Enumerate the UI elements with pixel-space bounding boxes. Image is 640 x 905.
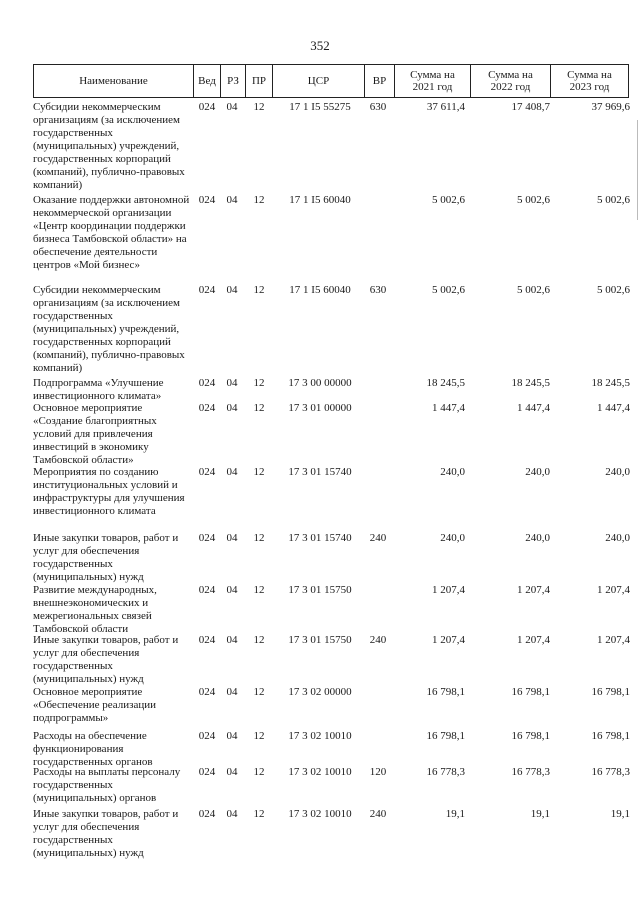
cell-s2022: 5 002,6 <box>517 194 550 206</box>
cell-pr: 12 <box>253 101 265 113</box>
cell-rz: 04 <box>226 730 238 742</box>
cell-pr: 12 <box>253 808 265 820</box>
cell-s2021: 5 002,6 <box>432 284 465 296</box>
cell-s2022: 1 207,4 <box>517 584 550 596</box>
cell-s2021: 18 245,5 <box>426 377 465 389</box>
cell-pr: 12 <box>253 634 265 646</box>
cell-s2022: 18 245,5 <box>511 377 550 389</box>
cell-s2021: 1 207,4 <box>432 634 465 646</box>
cell-rz: 04 <box>226 402 238 414</box>
cell-name: Субсидии некоммерческим организациям (за исключением государственных (муниципальных) учреждений, государственных корпораций (компаний), публично-правовых компаний) <box>33 284 185 374</box>
cell-csr: 17 1 I5 60040 <box>289 194 351 206</box>
cell-s2023: 37 969,6 <box>591 101 630 113</box>
cell-rz: 04 <box>226 808 238 820</box>
cell-s2022: 240,0 <box>525 466 550 478</box>
cell-ved: 024 <box>198 532 216 544</box>
cell-s2021: 240,0 <box>440 466 465 478</box>
header-pr: ПР <box>246 65 273 97</box>
cell-s2023: 16 778,3 <box>591 766 630 778</box>
cell-ved: 024 <box>198 194 216 206</box>
cell-pr: 12 <box>253 584 265 596</box>
cell-rz: 04 <box>226 532 238 544</box>
cell-ved: 024 <box>198 284 216 296</box>
header-vr: ВР <box>365 65 395 97</box>
cell-s2021: 240,0 <box>440 532 465 544</box>
cell-rz: 04 <box>226 766 238 778</box>
cell-ved: 024 <box>198 730 216 742</box>
cell-name: Расходы на выплаты персоналу государственных (муниципальных) органов <box>33 766 181 804</box>
cell-pr: 12 <box>253 466 265 478</box>
cell-rz: 04 <box>226 284 238 296</box>
cell-vr: 630 <box>369 101 387 113</box>
cell-ved: 024 <box>198 808 216 820</box>
cell-csr: 17 3 01 15740 <box>288 466 352 478</box>
cell-ved: 024 <box>198 686 216 698</box>
cell-vr: 120 <box>369 766 387 778</box>
page-number: 352 <box>310 38 330 53</box>
cell-csr: 17 1 I5 60040 <box>289 284 351 296</box>
cell-s2023: 240,0 <box>605 532 630 544</box>
cell-csr: 17 3 00 00000 <box>288 377 352 389</box>
header-csr: ЦСР <box>273 65 365 97</box>
cell-csr: 17 3 01 15740 <box>288 532 352 544</box>
cell-ved: 024 <box>198 377 216 389</box>
cell-s2022: 1 447,4 <box>517 402 550 414</box>
cell-vr: 240 <box>369 808 387 820</box>
cell-ved: 024 <box>198 101 216 113</box>
cell-s2023: 5 002,6 <box>597 284 630 296</box>
cell-rz: 04 <box>226 686 238 698</box>
cell-s2023: 18 245,5 <box>591 377 630 389</box>
header-sum-2021: Сумма на 2021 год <box>395 65 471 97</box>
cell-name: Оказание поддержки автономной некоммерческой организации «Центр координации поддержки бизнеса Тамбовской области» на обеспечение деятельности центров «Мой бизнес» <box>33 194 190 271</box>
cell-name: Иные закупки товаров, работ и услуг для обеспечения государственных (муниципальных) нужд <box>33 634 179 685</box>
cell-s2023: 5 002,6 <box>597 194 630 206</box>
cell-name: Подпрограмма «Улучшение инвестиционного климата» <box>33 377 164 402</box>
cell-ved: 024 <box>198 466 216 478</box>
cell-s2021: 16 778,3 <box>426 766 465 778</box>
cell-name: Субсидии некоммерческим организациям (за исключением государственных (муниципальных) учреждений, государственных корпораций (компаний), публично-правовых компаний) <box>33 101 185 191</box>
cell-s2022: 1 207,4 <box>517 634 550 646</box>
cell-name: Развитие международных, внешнеэкономических и межрегиональных связей Тамбовской области <box>33 584 157 635</box>
cell-pr: 12 <box>253 766 265 778</box>
cell-s2022: 16 778,3 <box>511 766 550 778</box>
cell-name: Иные закупки товаров, работ и услуг для обеспечения государственных (муниципальных) нужд <box>33 532 179 583</box>
cell-csr: 17 3 02 10010 <box>288 730 352 742</box>
cell-name: Основное мероприятие «Создание благоприятных условий для привлечения инвестиций в экономику Тамбовской области» <box>33 402 157 466</box>
cell-vr: 240 <box>369 532 387 544</box>
cell-s2022: 19,1 <box>530 808 550 820</box>
cell-pr: 12 <box>253 194 265 206</box>
cell-s2022: 16 798,1 <box>511 730 550 742</box>
cell-rz: 04 <box>226 101 238 113</box>
cell-csr: 17 3 01 15750 <box>288 634 352 646</box>
cell-s2022: 240,0 <box>525 532 550 544</box>
cell-s2023: 19,1 <box>610 808 630 820</box>
cell-s2021: 16 798,1 <box>426 730 465 742</box>
cell-pr: 12 <box>253 686 265 698</box>
cell-csr: 17 3 01 00000 <box>288 402 352 414</box>
cell-pr: 12 <box>253 377 265 389</box>
cell-s2022: 16 798,1 <box>511 686 550 698</box>
cell-pr: 12 <box>253 730 265 742</box>
header-sum-2023: Сумма на 2023 год <box>567 69 612 93</box>
cell-s2022: 17 408,7 <box>511 101 550 113</box>
cell-rz: 04 <box>226 466 238 478</box>
header-name: Наименование <box>34 65 194 97</box>
cell-vr: 240 <box>369 634 387 646</box>
cell-csr: 17 1 I5 55275 <box>289 101 351 113</box>
header-ved: Вед <box>194 65 221 97</box>
table-header <box>33 64 629 98</box>
cell-s2023: 16 798,1 <box>591 686 630 698</box>
cell-rz: 04 <box>226 584 238 596</box>
cell-ved: 024 <box>198 634 216 646</box>
cell-csr: 17 3 02 10010 <box>288 766 352 778</box>
cell-ved: 024 <box>198 584 216 596</box>
cell-name: Основное мероприятие «Обеспечение реализации подпрограммы» <box>33 686 157 724</box>
cell-s2021: 1 207,4 <box>432 584 465 596</box>
cell-rz: 04 <box>226 634 238 646</box>
cell-csr: 17 3 02 10010 <box>288 808 352 820</box>
cell-s2021: 37 611,4 <box>426 101 465 113</box>
cell-s2021: 19,1 <box>445 808 465 820</box>
cell-name: Расходы на обеспечение функционирования государственных органов <box>33 730 153 768</box>
cell-s2021: 16 798,1 <box>426 686 465 698</box>
cell-s2023: 1 207,4 <box>597 634 630 646</box>
cell-s2023: 240,0 <box>605 466 630 478</box>
cell-ved: 024 <box>198 766 216 778</box>
cell-csr: 17 3 01 15750 <box>288 584 352 596</box>
cell-rz: 04 <box>226 194 238 206</box>
cell-pr: 12 <box>253 402 265 414</box>
cell-ved: 024 <box>198 402 216 414</box>
cell-s2021: 5 002,6 <box>432 194 465 206</box>
cell-name: Иные закупки товаров, работ и услуг для обеспечения государственных (муниципальных) нужд <box>33 808 179 859</box>
cell-s2021: 1 447,4 <box>432 402 465 414</box>
cell-csr: 17 3 02 00000 <box>288 686 352 698</box>
cell-s2022: 5 002,6 <box>517 284 550 296</box>
cell-pr: 12 <box>253 284 265 296</box>
cell-rz: 04 <box>226 377 238 389</box>
cell-s2023: 1 447,4 <box>597 402 630 414</box>
header-sum-2022: Сумма на 2022 год <box>471 65 551 97</box>
cell-vr: 630 <box>369 284 387 296</box>
cell-s2023: 16 798,1 <box>591 730 630 742</box>
cell-s2023: 1 207,4 <box>597 584 630 596</box>
cell-pr: 12 <box>253 532 265 544</box>
scan-edge-mark <box>637 120 638 220</box>
header-rz: РЗ <box>221 65 246 97</box>
cell-name: Мероприятия по созданию институциональных условий и инфраструктуры для улучшения инвестиционного климата <box>33 466 185 517</box>
